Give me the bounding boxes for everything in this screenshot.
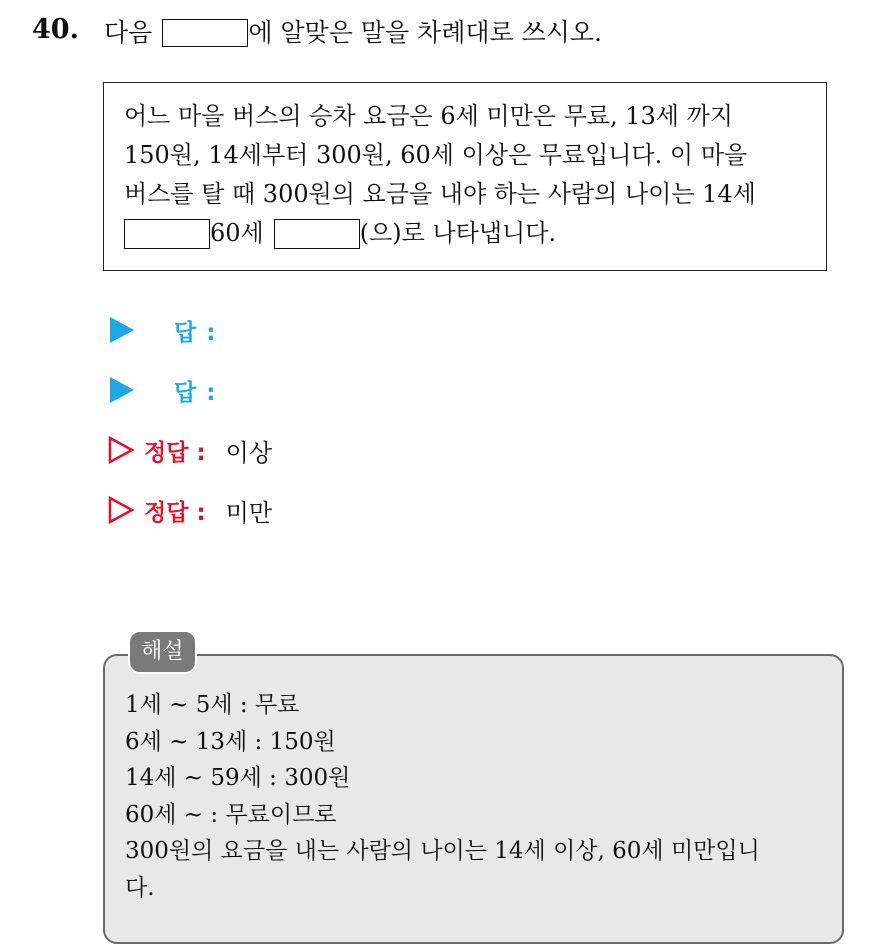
answer-blank-2[interactable] (274, 219, 360, 249)
explanation-tag: 해설 (128, 630, 197, 674)
explanation-line: 60세 ~ : 무료이므로 (125, 801, 337, 828)
answer-row-2 (108, 372, 272, 408)
explanation-line: 300원의 요금을 내는 사람의 나이는 14세 이상, 60세 미만입니 (125, 838, 760, 864)
answer-section (108, 312, 272, 552)
question-number: 40. (32, 14, 79, 45)
answer-label-2: 답 : (174, 379, 217, 406)
answer-label-1: 답 : (174, 319, 217, 346)
problem-line-4-mid: 60세 (210, 219, 264, 247)
correct-answer-row-1 (108, 432, 272, 468)
prompt-text-before: 다음 (104, 18, 153, 47)
problem-line-3: 버스를 탈 때 300원의 요금을 내야 하는 사람의 나이는 14세 (124, 180, 756, 208)
explanation-line: 다. (125, 874, 155, 901)
problem-line-4 (124, 214, 808, 253)
problem-line-1: 어느 마을 버스의 승차 요금은 6세 미만은 무료, 13세 까지 (124, 102, 733, 130)
correct-answer-row-2 (108, 492, 272, 528)
explanation-line: 1세 ~ 5세 : 무료 (125, 692, 300, 718)
answer-row-1 (108, 312, 272, 348)
correct-answer-label-1: 정답 : (144, 439, 206, 466)
play-triangle-icon (110, 377, 134, 403)
correct-answer-value-2: 미만 (225, 498, 273, 527)
problem-box (103, 82, 827, 271)
correct-answer-label-2: 정답 : (144, 499, 206, 526)
outline-triangle-icon (108, 436, 134, 464)
play-triangle-icon (110, 317, 134, 343)
explanation-line: 14세 ~ 59세 : 300원 (125, 765, 351, 791)
problem-line-4-end: (으)로 나타냅니다. (359, 219, 557, 247)
explanation-content (125, 687, 760, 906)
problem-line-2: 150원, 14세부터 300원, 60세 이상은 무료입니다. 이 마을 (124, 141, 748, 169)
prompt-text-after: 에 알맞은 말을 차례대로 쓰시오. (248, 18, 602, 47)
question-prompt (104, 17, 602, 49)
explanation-line: 6세 ~ 13세 : 150원 (125, 728, 336, 755)
prompt-blank (162, 19, 248, 47)
answer-blank-1[interactable] (124, 219, 210, 249)
outline-triangle-icon (108, 496, 134, 524)
correct-answer-value-1: 이상 (225, 438, 273, 467)
